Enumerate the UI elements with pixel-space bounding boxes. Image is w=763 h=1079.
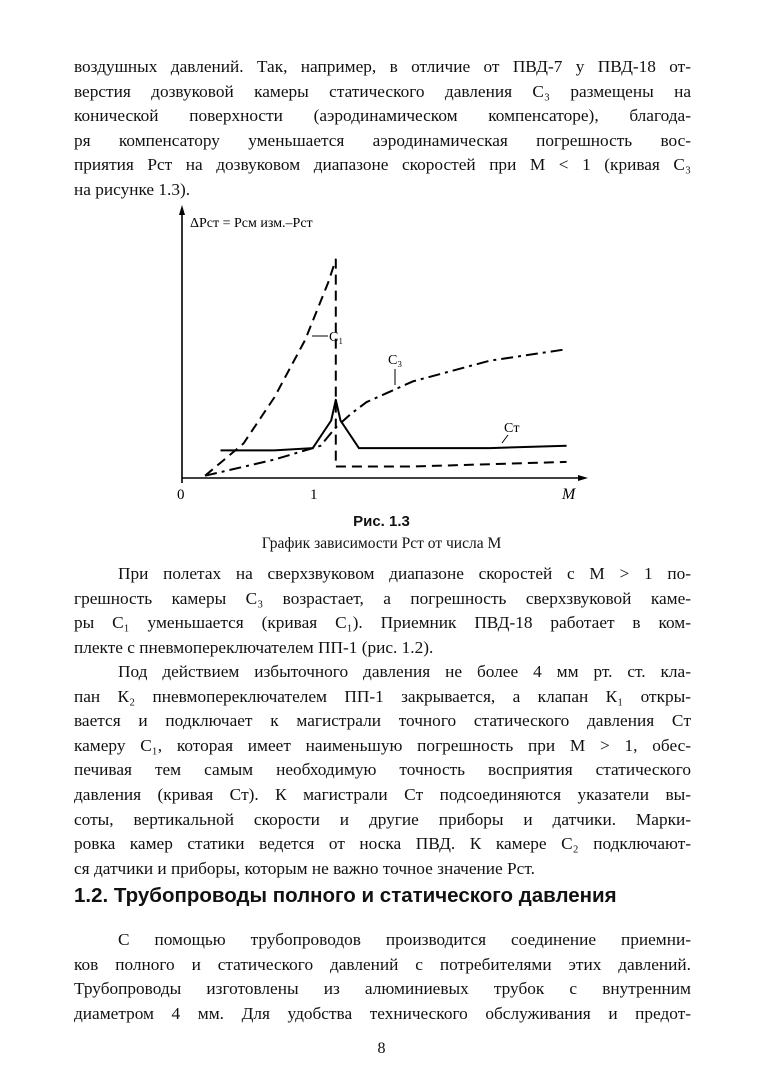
section-heading: 1.2. Трубопроводы полного и статического давления [74, 884, 617, 907]
paragraph-3 [74, 660, 691, 881]
text-line: С помощью трубопроводов производится соединение приемни- [118, 930, 691, 949]
text-line: камеру С₁, которая имеет наименьшую погрешность при M > 1, обес- [74, 735, 691, 755]
text-line: грешность камеры С₃ возрастает, а погрешность сверхзвуковой каме- [74, 588, 691, 608]
paragraph-1 [74, 55, 691, 203]
figure-caption-text: График зависимости Pст от числа M [261, 535, 502, 552]
curve-label-ct: Cт [504, 421, 520, 436]
text-line: на рисунке 1.3). [74, 179, 191, 199]
x-axis-arrow [578, 475, 588, 481]
x-axis-label: M [562, 486, 576, 503]
text-line: диаметром 4 мм. Для удобства технического обслуживания и предот- [74, 1003, 691, 1023]
figure-chart [170, 203, 600, 503]
text-line: ры С₁ уменьшается (кривая С₁). Приемник ПВД-18 работает в ком- [74, 613, 691, 633]
text-line: приятия Pст на дозвуковом диапазоне скоростей при M < 1 (кривая С₃ [74, 155, 691, 175]
text-line: Трубопроводы изготовлены из алюминиевых трубок с внутренним [74, 979, 691, 999]
text-line: Под действием избыточного давления не более 4 мм рт. ст. кла- [118, 662, 691, 681]
curve-label-c3: C₃ [388, 353, 403, 368]
text-line: плекте с пневмопереключателем ПП-1 (рис. 1.2). [74, 637, 434, 657]
x-tick-1: 1 [310, 487, 318, 503]
y-axis-arrow [179, 205, 185, 215]
page-number: 8 [377, 1040, 386, 1057]
series-line-2 [205, 349, 566, 476]
text-line: ря компенсатору уменьшается аэродинамическая погрешность вос- [74, 130, 691, 150]
ct-pointer [502, 435, 508, 443]
text-line: давления (кривая Cт). К магистрали Cт подсоединяются указатели вы- [74, 784, 691, 804]
text-line: При полетах на сверхзвуковом диапазоне скоростей с M > 1 по- [118, 564, 691, 583]
text-line: верстия дозвуковой камеры статического давления С₃ размещены на [74, 81, 691, 101]
text-line: соты, вертикальной скорости и другие приборы и датчики. Марки- [74, 809, 691, 829]
text-line: ков полного и статического давлений с потребителями этих давлений. [74, 954, 691, 974]
text-line: ся датчики и приборы, которым не важно точное значение Pст. [74, 858, 535, 878]
text-line: воздушных давлений. Так, например, в отличие от ПВД-7 у ПВД-18 от- [74, 57, 691, 76]
series-layer [205, 260, 566, 476]
paragraph-2 [74, 562, 691, 660]
x-tick-0: 0 [177, 487, 185, 503]
curve-label-c1: C₁ [329, 330, 344, 345]
text-line: вается и подключает к магистрали точного статического давления Cт [74, 711, 691, 731]
figure-caption-number: Рис. 1.3 [353, 513, 410, 530]
text-line: пан К₂ пневмопереключателем ПП-1 закрывается, а клапан К₁ откры- [74, 686, 691, 706]
text-line: ровка камер статики ведется от носка ПВД. К камере С₂ подключают- [74, 834, 691, 854]
series-line-1 [205, 260, 566, 476]
text-line: конической поверхности (аэродинамическом компенсаторе), благода- [74, 106, 691, 126]
y-axis-label: ΔPст = Pсм изм.–Pст [190, 216, 313, 231]
text-line: печивая тем самым необходимую точность восприятия статического [74, 760, 691, 780]
paragraph-4 [74, 928, 691, 1026]
